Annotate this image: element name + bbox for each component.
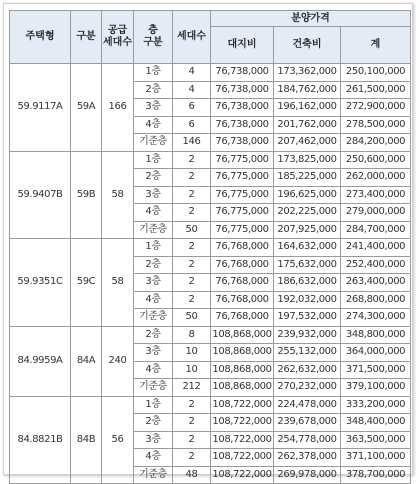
cell-gubun: 59C: [71, 239, 102, 327]
cell-type: 59.9117A: [10, 64, 71, 152]
cell-building: 197,532,000: [274, 309, 341, 327]
cell-land: 76,738,000: [211, 64, 274, 82]
cell-floor: 2층: [134, 256, 173, 274]
cell-total: 371,500,000: [341, 361, 411, 379]
cell-land: 76,738,000: [211, 116, 274, 134]
cell-units: 4: [173, 64, 211, 82]
cell-building: 255,132,000: [274, 344, 341, 362]
cell-units: 2: [173, 396, 211, 414]
cell-floor: 3층: [134, 186, 173, 204]
cell-building: 207,462,000: [274, 134, 341, 152]
cell-units: 2: [173, 151, 211, 169]
header-gubun: 구분: [71, 11, 102, 64]
cell-floor: 1층: [134, 64, 173, 82]
cell-land: 76,768,000: [211, 256, 274, 274]
header-units: 세대수: [173, 11, 211, 64]
cell-floor: 4층: [134, 449, 173, 467]
cell-total: 371,100,000: [341, 449, 411, 467]
cell-total: 261,500,000: [341, 81, 411, 99]
cell-building: 164,632,000: [274, 239, 341, 257]
cell-type: 84.9959A: [10, 326, 71, 396]
price-table: [9, 10, 411, 484]
cell-total: 252,400,000: [341, 256, 411, 274]
cell-building: 207,925,000: [274, 221, 341, 239]
cell-land: 108,722,000: [211, 466, 274, 484]
cell-building: 184,762,000: [274, 81, 341, 99]
cell-units: 10: [173, 361, 211, 379]
cell-floor: 4층: [134, 116, 173, 134]
cell-land: 108,722,000: [211, 396, 274, 414]
cell-land: 108,722,000: [211, 431, 274, 449]
cell-gubun: 59A: [71, 64, 102, 152]
cell-gubun: 84A: [71, 326, 102, 396]
cell-units: 2: [173, 274, 211, 292]
cell-total: 262,000,000: [341, 169, 411, 187]
cell-units: 10: [173, 344, 211, 362]
cell-total: 378,700,000: [341, 466, 411, 484]
cell-floor: 3층: [134, 274, 173, 292]
cell-type: 84.8821B: [10, 396, 71, 484]
cell-units: 2: [173, 449, 211, 467]
cell-building: 239,932,000: [274, 326, 341, 344]
table-row: [10, 326, 411, 344]
cell-floor: 1층: [134, 396, 173, 414]
cell-total: 268,800,000: [341, 291, 411, 309]
cell-building: 270,232,000: [274, 379, 341, 397]
cell-total: 363,500,000: [341, 431, 411, 449]
cell-supply: 166: [102, 64, 134, 152]
cell-supply: 240: [102, 326, 134, 396]
header-type: 주택형: [10, 11, 71, 64]
cell-building: 185,225,000: [274, 169, 341, 187]
cell-building: 202,225,000: [274, 204, 341, 222]
cell-units: 2: [173, 169, 211, 187]
cell-floor: 기준층: [134, 309, 173, 327]
header-land: 대지비: [211, 27, 274, 64]
cell-building: 196,162,000: [274, 99, 341, 117]
cell-units: 212: [173, 379, 211, 397]
cell-land: 108,722,000: [211, 414, 274, 432]
cell-type: 59.9407B: [10, 151, 71, 239]
cell-land: 76,768,000: [211, 239, 274, 257]
cell-land: 108,868,000: [211, 326, 274, 344]
cell-building: 269,978,000: [274, 466, 341, 484]
cell-floor: 3층: [134, 344, 173, 362]
cell-land: 76,738,000: [211, 99, 274, 117]
cell-total: 279,000,000: [341, 204, 411, 222]
cell-floor: 2층: [134, 169, 173, 187]
header-floor-text: 층 구분: [143, 25, 163, 48]
cell-floor: 4층: [134, 204, 173, 222]
cell-total: 241,400,000: [341, 239, 411, 257]
header-supply: [102, 11, 134, 64]
cell-units: 4: [173, 81, 211, 99]
cell-land: 108,868,000: [211, 361, 274, 379]
cell-total: 250,600,000: [341, 151, 411, 169]
cell-total: 263,400,000: [341, 274, 411, 292]
cell-supply: 58: [102, 239, 134, 327]
cell-land: 76,738,000: [211, 134, 274, 152]
header-supply-text: 공급 세대수: [103, 25, 132, 48]
table-row: [10, 396, 411, 414]
cell-total: 250,100,000: [341, 64, 411, 82]
cell-units: 6: [173, 116, 211, 134]
cell-floor: 2층: [134, 414, 173, 432]
cell-gubun: 84B: [71, 396, 102, 484]
cell-floor: 기준층: [134, 221, 173, 239]
header-total: 계: [341, 27, 411, 64]
cell-total: 284,200,000: [341, 134, 411, 152]
cell-units: 146: [173, 134, 211, 152]
cell-gubun: 59B: [71, 151, 102, 239]
cell-units: 2: [173, 204, 211, 222]
cell-total: 274,300,000: [341, 309, 411, 327]
header-building: 건축비: [274, 27, 341, 64]
cell-floor: 3층: [134, 431, 173, 449]
cell-supply: 58: [102, 151, 134, 239]
cell-floor: 2층: [134, 326, 173, 344]
cell-total: 333,200,000: [341, 396, 411, 414]
cell-floor: 기준층: [134, 134, 173, 152]
cell-units: 50: [173, 221, 211, 239]
table-row: [10, 239, 411, 257]
cell-building: 262,632,000: [274, 361, 341, 379]
cell-total: 379,100,000: [341, 379, 411, 397]
table-row: [10, 151, 411, 169]
cell-floor: 1층: [134, 151, 173, 169]
cell-land: 76,775,000: [211, 169, 274, 187]
cell-building: 254,778,000: [274, 431, 341, 449]
cell-units: 48: [173, 466, 211, 484]
cell-land: 76,775,000: [211, 151, 274, 169]
price-table-body: [10, 64, 411, 484]
cell-land: 76,738,000: [211, 81, 274, 99]
cell-supply: 56: [102, 396, 134, 484]
cell-floor: 2층: [134, 81, 173, 99]
header-price-group: 분양가격: [211, 11, 411, 27]
cell-building: 239,678,000: [274, 414, 341, 432]
header-floor: [134, 11, 173, 64]
cell-building: 173,362,000: [274, 64, 341, 82]
cell-total: 272,900,000: [341, 99, 411, 117]
cell-total: 284,700,000: [341, 221, 411, 239]
cell-units: 2: [173, 239, 211, 257]
cell-land: 108,868,000: [211, 344, 274, 362]
cell-type: 59.9351C: [10, 239, 71, 327]
cell-units: 8: [173, 326, 211, 344]
cell-land: 76,768,000: [211, 309, 274, 327]
cell-floor: 3층: [134, 99, 173, 117]
cell-building: 224,478,000: [274, 396, 341, 414]
cell-total: 348,400,000: [341, 414, 411, 432]
cell-units: 2: [173, 414, 211, 432]
cell-land: 76,775,000: [211, 221, 274, 239]
cell-floor: 기준층: [134, 379, 173, 397]
cell-land: 76,775,000: [211, 186, 274, 204]
cell-land: 76,768,000: [211, 291, 274, 309]
cell-land: 76,775,000: [211, 204, 274, 222]
cell-floor: 4층: [134, 361, 173, 379]
cell-units: 50: [173, 309, 211, 327]
cell-land: 108,722,000: [211, 449, 274, 467]
cell-total: 278,500,000: [341, 116, 411, 134]
cell-floor: 4층: [134, 291, 173, 309]
cell-units: 2: [173, 291, 211, 309]
cell-total: 364,000,000: [341, 344, 411, 362]
cell-units: 6: [173, 99, 211, 117]
cell-building: 262,378,000: [274, 449, 341, 467]
cell-land: 108,868,000: [211, 379, 274, 397]
cell-units: 2: [173, 431, 211, 449]
cell-units: 2: [173, 186, 211, 204]
cell-building: 186,632,000: [274, 274, 341, 292]
cell-building: 192,032,000: [274, 291, 341, 309]
cell-floor: 기준층: [134, 466, 173, 484]
table-frame: [3, 3, 413, 480]
cell-building: 173,825,000: [274, 151, 341, 169]
cell-building: 175,632,000: [274, 256, 341, 274]
cell-units: 2: [173, 256, 211, 274]
cell-building: 201,762,000: [274, 116, 341, 134]
cell-total: 273,400,000: [341, 186, 411, 204]
cell-total: 348,800,000: [341, 326, 411, 344]
cell-floor: 1층: [134, 239, 173, 257]
cell-building: 196,625,000: [274, 186, 341, 204]
cell-land: 76,768,000: [211, 274, 274, 292]
table-row: [10, 64, 411, 82]
